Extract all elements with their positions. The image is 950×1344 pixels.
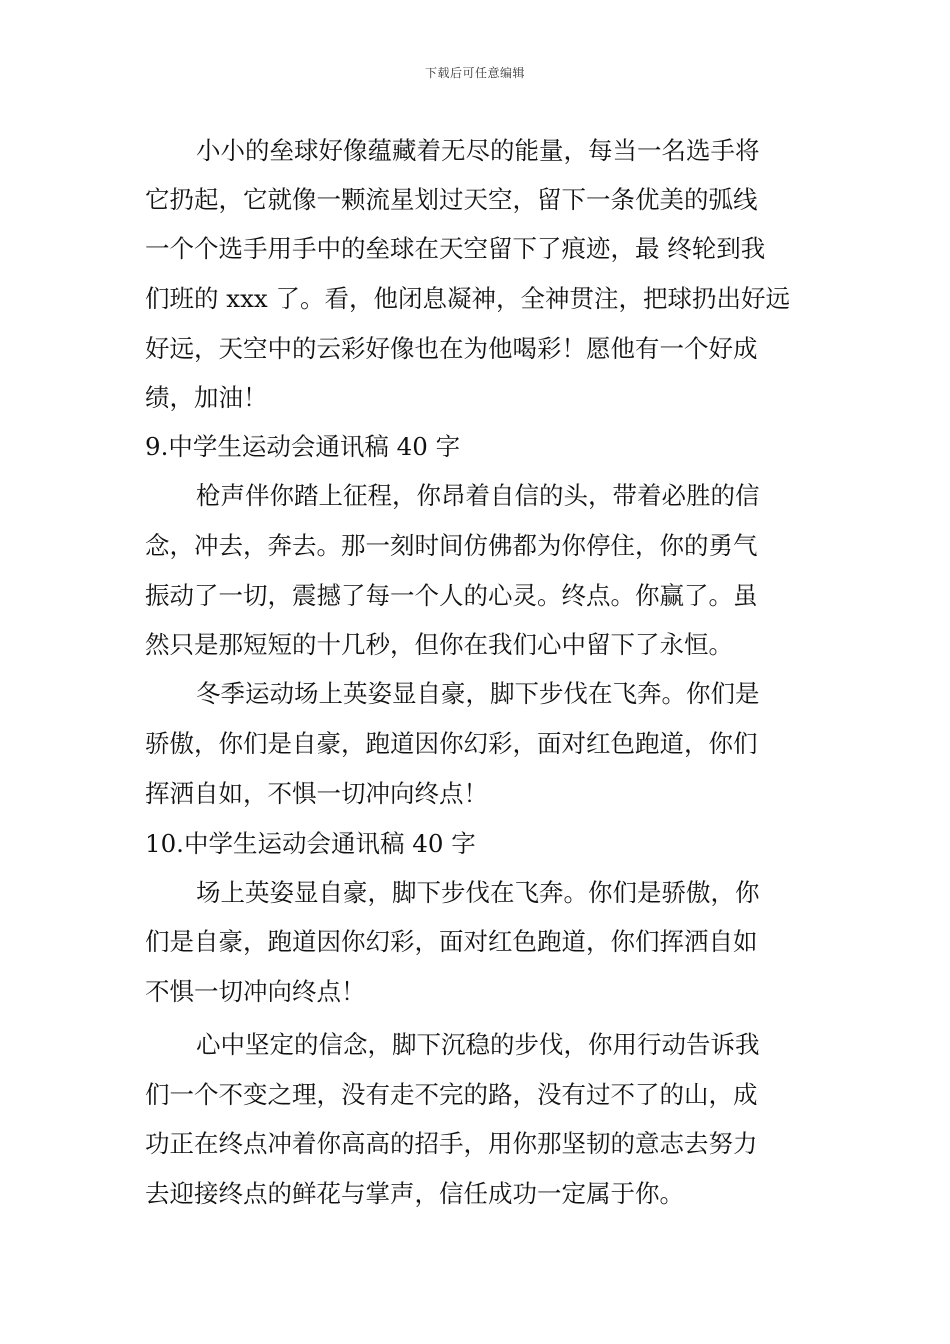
paragraph-line: 振动了一切，震撼了每一个人的心灵。终点。你赢了。虽 xyxy=(145,581,758,610)
paragraph-line: 不惧一切冲向终点！ xyxy=(145,977,366,1006)
paragraph-line: 念，冲去，奔去。那一刻时间仿佛都为你停住，你的勇气 xyxy=(145,531,758,560)
paragraph-line: 骄傲，你们是自豪，跑道因你幻彩，面对红色跑道，你们 xyxy=(145,729,758,758)
paragraph-line: 们一个不变之理，没有走不完的路，没有过不了的山，成 xyxy=(145,1080,758,1109)
paragraph-line: 冬季运动场上英姿显自豪，脚下步伐在飞奔。你们是 xyxy=(196,679,760,708)
paragraph-line: 功正在终点冲着你高高的招手，用你那坚韧的意志去努力 xyxy=(145,1129,758,1158)
paragraph-line: 它扔起，它就像一颗流星划过天空，留下一条优美的弧线 xyxy=(145,185,758,214)
paragraph-line: 挥洒自如，不惧一切冲向终点！ xyxy=(145,779,488,808)
paragraph-line: 心中坚定的信念，脚下沉稳的步伐，你用行动告诉我 xyxy=(196,1030,760,1059)
paragraph-line: 枪声伴你踏上征程，你昂着自信的头，带着必胜的信 xyxy=(196,481,760,510)
section-heading: 9.中学生运动会通讯稿 40 字 xyxy=(145,432,461,461)
paragraph-line: 们是自豪，跑道因你幻彩，面对红色跑道，你们挥洒自如 xyxy=(145,927,758,956)
paragraph-line: 绩，加油！ xyxy=(145,383,268,412)
paragraph-line: 们班的 xxx 了。看，他闭息凝神，全神贯注，把球扔出好远 xyxy=(145,284,791,313)
paragraph-line: 场上英姿显自豪，脚下步伐在飞奔。你们是骄傲，你 xyxy=(196,878,760,907)
paragraph-line: 小小的垒球好像蕴藏着无尽的能量，每当一名选手将 xyxy=(196,136,760,165)
paragraph-line: 然只是那短短的十几秒，但你在我们心中留下了永恒。 xyxy=(145,630,733,659)
paragraph-line: 去迎接终点的鲜花与掌声，信任成功一定属于你。 xyxy=(145,1179,684,1208)
paragraph-line: 好远，天空中的云彩好像也在为他喝彩！愿他有一个好成 xyxy=(145,334,758,363)
page-header: 下载后可任意编辑 xyxy=(424,66,525,80)
section-heading: 10.中学生运动会通讯稿 40 字 xyxy=(145,829,476,858)
paragraph-line: 一个个选手用手中的垒球在天空留下了痕迹，最 终轮到我 xyxy=(145,234,766,263)
